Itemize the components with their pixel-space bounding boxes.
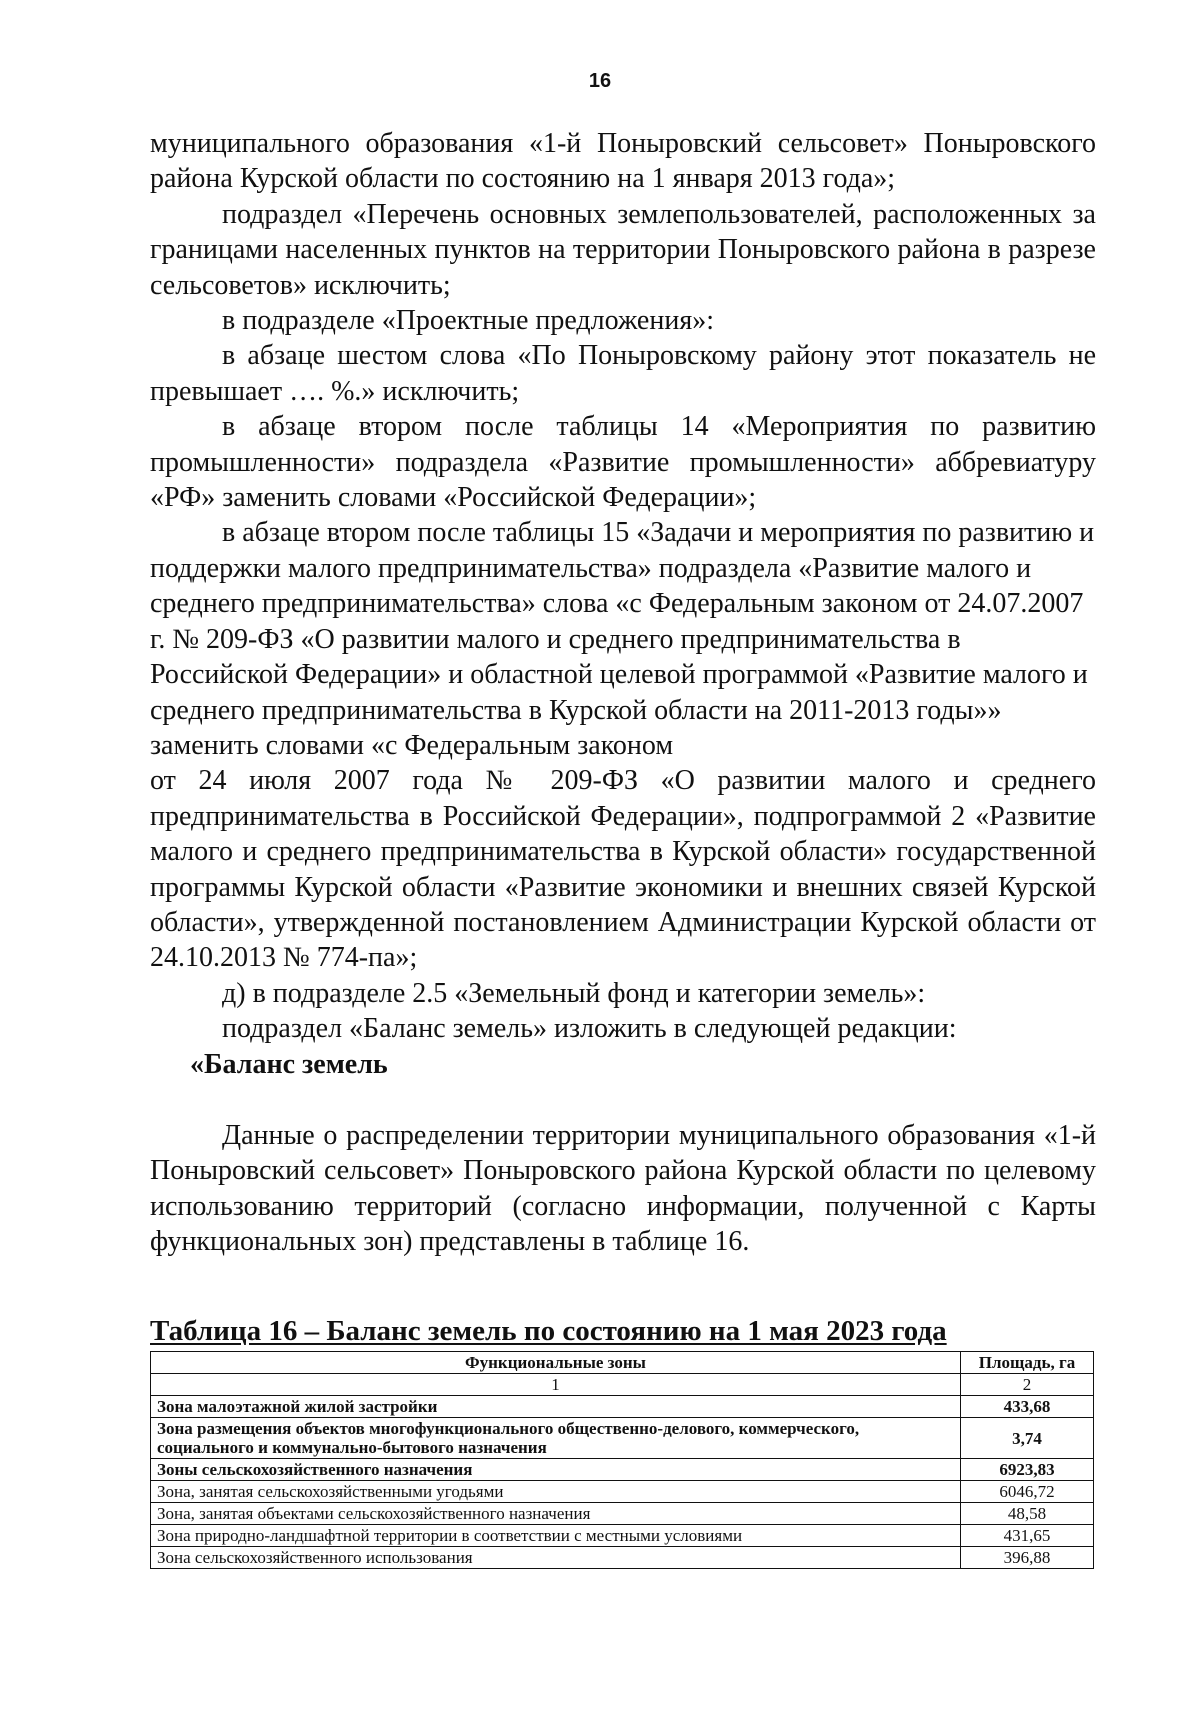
paragraph: подраздел «Баланс земель» изложить в следующей редакции: (222, 1013, 957, 1045)
zone-area: 431,65 (961, 1525, 1094, 1547)
land-balance-table (150, 1351, 1094, 1569)
zone-area: 3,74 (961, 1418, 1094, 1459)
zone-name: Зоны сельскохозяйственного назначения (151, 1459, 961, 1481)
body-text (150, 126, 1096, 1260)
intro-paragraph: Данные о распределении территории муниципального образования «1-й Поныровский сельсовет» Поныровского района Курской области по целевому использованию территорий (согласно информации, полученной с Карты функциональных зон) представлены в таблице 16. (150, 1119, 1096, 1258)
header-area: Площадь, га (961, 1352, 1094, 1374)
zone-name: Зона природно-ландшафтной территории в соответствии с местными условиями (151, 1525, 961, 1547)
zone-name: Зона, занятая сельскохозяйственными угодьями (151, 1481, 961, 1503)
zone-area: 396,88 (961, 1547, 1094, 1569)
table-row (151, 1481, 1094, 1503)
table-row (151, 1503, 1094, 1525)
zone-area: 48,58 (961, 1503, 1094, 1525)
table-row (151, 1418, 1094, 1459)
column-number: 2 (961, 1374, 1094, 1396)
spacer (150, 1082, 1096, 1118)
table-row (151, 1396, 1094, 1418)
paragraph: в абзаце шестом слова «По Поныровскому району этот показатель не превышает …. %.» исключить; (150, 340, 1096, 407)
zone-area: 6923,83 (961, 1459, 1094, 1481)
zone-name: Зона размещения объектов многофункционального общественно-делового, коммерческого, социального и коммунально-бытового назначения (151, 1418, 961, 1459)
zone-name: Зона малоэтажной жилой застройки (151, 1396, 961, 1418)
paragraph: от 24 июля 2007 года № 209-ФЗ «О развитии малого и среднего предпринимательства в Российской Федерации», подпрограммой 2 «Развитие малого и среднего предпринимательства в Курской области» государственной программы Курской области «Развитие экономики и внешних связей Курской области», утвержденной постановлением Администрации Курской области от 24.10.2013 № 774-па»; (150, 765, 1096, 974)
zone-name: Зона сельскохозяйственного использования (151, 1547, 961, 1569)
table-body (151, 1396, 1094, 1569)
paragraph: д) в подразделе 2.5 «Земельный фонд и категории земель»: (222, 977, 926, 1009)
table-row (151, 1459, 1094, 1481)
paragraph: в абзаце втором после таблицы 14 «Мероприятия по развитию промышленности» подраздела «Развитие промышленности» аббревиатуру «РФ» заменить словами «Российской Федерации»; (150, 411, 1096, 514)
paragraph: муниципального образования «1-й Поныровский сельсовет» Поныровского района Курской области по состоянию на 1 января 2013 года»; (150, 128, 1096, 195)
paragraph: в абзаце втором после таблицы 15 «Задачи и мероприятия по развитию и поддержки малого предпринимательства» подраздела «Развитие малого и среднего предпринимательства» слова «с Федеральным законом от 24.07.2007 г. № 209-ФЗ «О развитии малого и среднего предпринимательства в Российской Федерации» и областной целевой программой «Развитие малого и среднего предпринимательства в Курской области на 2011-2013 годы»» заменить словами «с Федеральным законом (150, 517, 1095, 761)
zone-area: 6046,72 (961, 1481, 1094, 1503)
column-number-row (151, 1374, 1094, 1396)
table-row (151, 1547, 1094, 1569)
paragraph: в подразделе «Проектные предложения»: (222, 305, 714, 337)
table-header-row (151, 1352, 1094, 1374)
section-title: «Баланс земель (190, 1048, 388, 1080)
paragraph: подраздел «Перечень основных землепользователей, расположенных за границами населенных пунктов на территории Поныровского района в разрезе сельсоветов» исключить; (150, 198, 1096, 301)
table-row (151, 1525, 1094, 1547)
zone-name: Зона, занятая объектами сельскохозяйственного назначения (151, 1503, 961, 1525)
zone-area: 433,68 (961, 1396, 1094, 1418)
header-zones: Функциональные зоны (151, 1352, 961, 1374)
page-number: 16 (588, 70, 612, 92)
column-number: 1 (151, 1374, 961, 1396)
table-caption: Таблица 16 – Баланс земель по состоянию на 1 мая 2023 года (150, 1315, 947, 1347)
